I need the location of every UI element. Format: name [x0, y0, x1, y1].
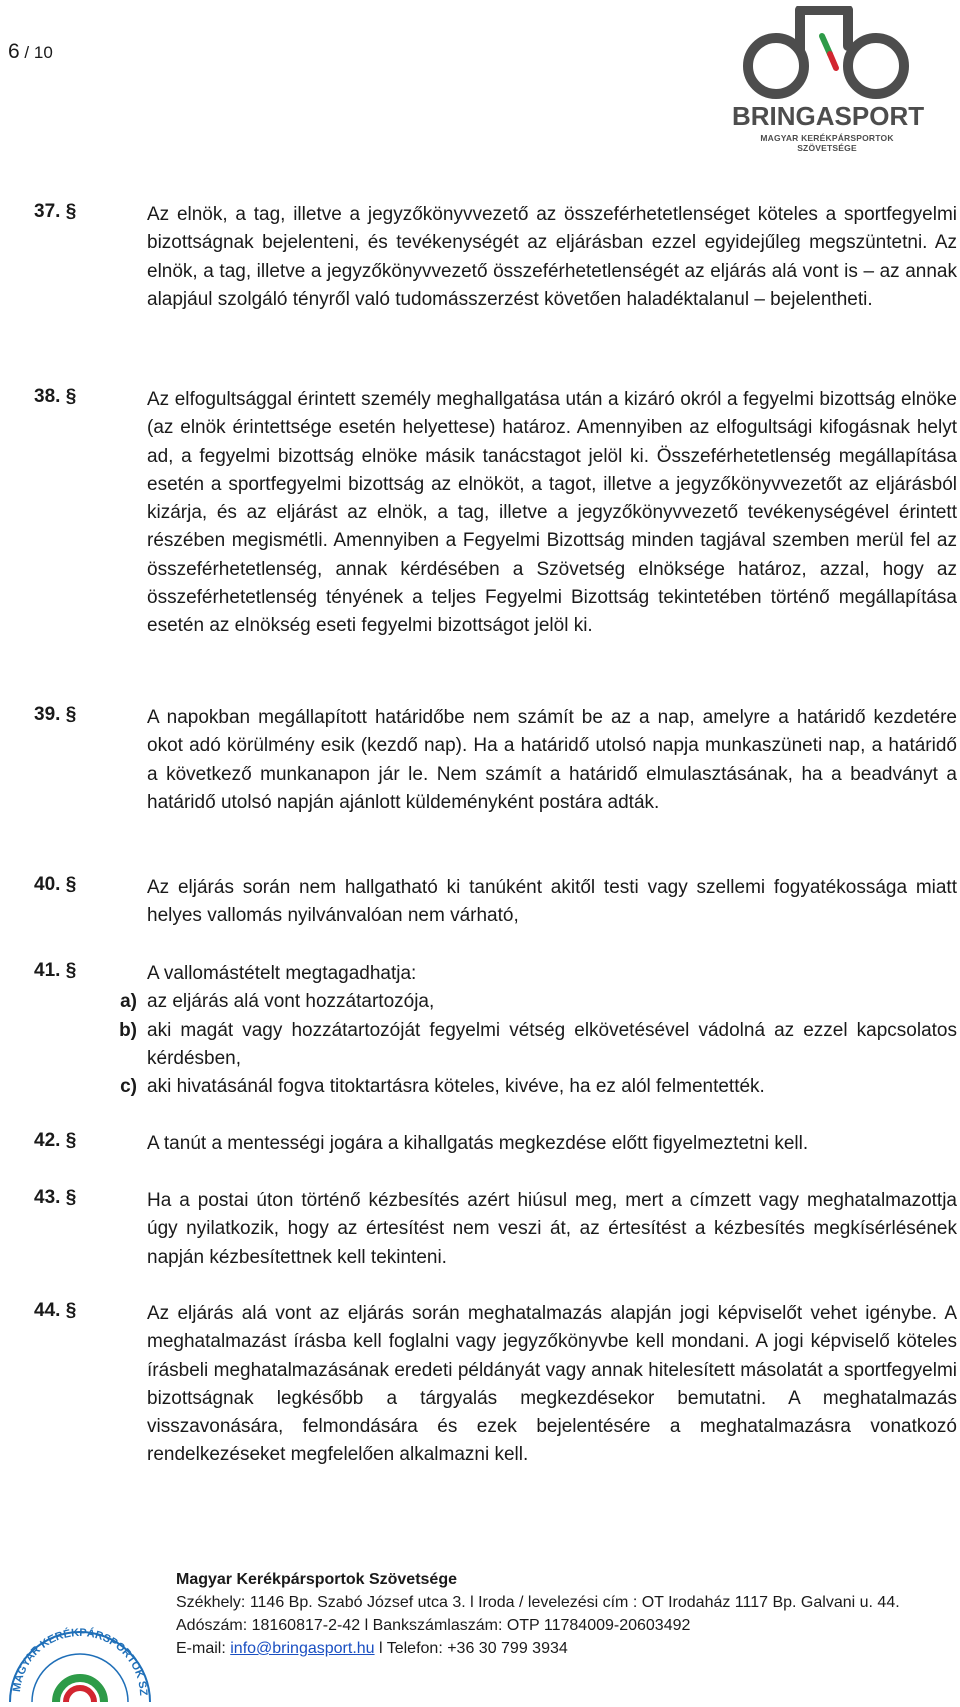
section-text [147, 1130, 957, 1158]
footer-email-label: E-mail: [176, 1640, 231, 1657]
footer-org-name: Magyar Kerékpársportok Szövetsége [176, 1571, 457, 1588]
section-number: 44. § [34, 1300, 77, 1321]
footer-phone: l Telefon: +36 30 799 3934 [374, 1640, 568, 1657]
section-number: 39. § [34, 704, 77, 725]
section-number: 37. § [34, 201, 77, 222]
section-text [119, 960, 957, 1101]
paragraph: A vallomástételt megtagadhatja: [147, 963, 417, 984]
paragraph: Az elnök, a tag, illetve a jegyzőkönyvvezető az összeférhetetlenséget köteles a sportfegyelmi bizottságnak bejelenteni, és tevékenységét az eljárásban ezzel egyidejűleg megszüntetni. Az elnök, a tag, illetve a jegyzőkönyvvezető összeférhetetlenségét az eljárás alá vont is – az annak alapjául szolgáló tényről való tudomásszerzést követően haladéktalanul – bejelentheti. [147, 204, 957, 310]
bicycle-logo-icon [730, 6, 922, 102]
bringasport-logo [730, 6, 925, 153]
logo-subtitle-text: MAGYAR KERÉKPÁRSPORTOK SZÖVETSÉGE [760, 133, 894, 153]
list-item-text: aki magát vagy hozzátartozóját fegyelmi vétség elkövetésével vádolná az ezzel kapcsolatos kérdésben, [147, 1019, 957, 1069]
page-footer [176, 1568, 956, 1660]
paragraph: Az eljárás során nem hallgatható ki tanúként akitől testi vagy szellemi fogyatékossága miatt helyes vallomás nyilvánvalóan nem várható, [147, 877, 957, 927]
list-item-text: aki hivatásánál fogva titoktartásra köteles, kivéve, ha ez alól felmentették. [147, 1076, 765, 1098]
list-item-text: az eljárás alá vont hozzátartozója, [147, 991, 435, 1013]
page-current: 6 [8, 40, 20, 63]
footer-email-link[interactable]: info@bringasport.hu [230, 1640, 375, 1657]
section-text [147, 1300, 957, 1470]
federation-seal [4, 1592, 156, 1702]
page-separator: / [19, 43, 34, 62]
section-text [147, 386, 957, 641]
footer-contact [176, 1637, 956, 1660]
section-text [147, 704, 957, 817]
logo-brand-text: BRINGASPORT [732, 101, 925, 131]
section-number: 40. § [34, 874, 77, 895]
paragraph: Az eljárás alá vont az eljárás során meghatalmazás alapján jogi képviselőt vehet igénybe. A meghatalmazást írásba kell foglalni vagy jegyzőkönyvbe kell mondani. A jogi képviselő köteles írásbeli meghatalmazásának eredeti példányát vagy annak hitelesített másolatát a sportfegyelmi bizottságnak legkésőbb a tárgyalás megkezdésekor bemutatni. A meghatalmazás visszavonására, felmondására és ezek bejelentésére a meghatalmazásra vonatkozó rendelkezéseket megfelelően alkalmazni kell. [147, 1303, 957, 1466]
seal-text: MAGYAR KERÉKPÁRSPORTOK SZ [11, 1626, 150, 1696]
section-number: 38. § [34, 386, 77, 407]
seal-icon [4, 1592, 156, 1702]
section-text [147, 201, 957, 314]
paragraph: Az elfogultsággal érintett személy meghallgatása után a kizáró okról a fegyelmi bizottság elnöke (az elnök érintettsége esetén helyettese) határoz. Amennyiben az elfogultsági kifogásnak helyt ad, a fegyelmi bizottság elnöke másik tanácstagot jelöl ki. Összeférhetetlenség megállapítása esetén a sportfegyelmi bizottság az elnököt, a tagot, illetve a jegyzőkönyvvezetőt az eljárásból kizárja, és az eljárást az elnök, a tag, illetve a jegyzőkönyvvezető tevékenységével érintett részében megismétli. Amennyiben a Fegyelmi Bizottság minden tagjával szemben merül fel az összeférhetetlenség, annak kérdésében a Szövetség elnöksége határoz, azzal, hogy az összeférhetetlenség tényének a teljes Fegyelmi Bizottság tekintetében történő megállapítása esetén az elnökség eseti fegyelmi bizottságot jelöl ki. [147, 389, 957, 637]
list-item [119, 1017, 957, 1074]
section-text [147, 1187, 957, 1272]
list-item [120, 1073, 957, 1101]
section-number: 41. § [34, 960, 77, 981]
section-text [147, 874, 957, 931]
section-number: 42. § [34, 1130, 77, 1151]
section-number: 43. § [34, 1187, 77, 1208]
list-item-letter: a) [120, 991, 137, 1013]
footer-address: Székhely: 1146 Bp. Szabó József utca 3. l Iroda / levelezési cím : OT Irodaház 1117 Bp. Galvani u. 44. [176, 1594, 900, 1611]
paragraph: Ha a postai úton történő kézbesítés azért hiúsul meg, mert a címzett vagy meghatalmazottja úgy nyilatkozik, hogy az értesítést nem veszi át, az értesítést a kézbesítés megkísérlésének napján kézbesítettnek kell tekinteni. [147, 1190, 957, 1268]
list-item-letter: c) [120, 1076, 137, 1098]
page-total: 10 [33, 43, 53, 62]
list-item [120, 988, 957, 1016]
footer-tax-bank: Adószám: 18160817-2-42 l Bankszámlaszám: OTP 11784009-20603492 [176, 1617, 691, 1634]
page-number [8, 40, 53, 64]
paragraph: A napokban megállapított határidőbe nem számít be az a nap, amelyre a határidő kezdetére okot adó körülmény esik (kezdő nap). Ha a határidő utolsó napja munkaszüneti nap, a határidő a következő munkanapon jár le. Nem számít a határidő elmulasztásának, ha a beadványt a határidő utolsó napján ajánlott küldeményként postára adták. [147, 707, 957, 813]
paragraph: A tanút a mentességi jogára a kihallgatás megkezdése előtt figyelmeztetni kell. [147, 1133, 809, 1154]
list-item-letter: b) [119, 1019, 137, 1041]
